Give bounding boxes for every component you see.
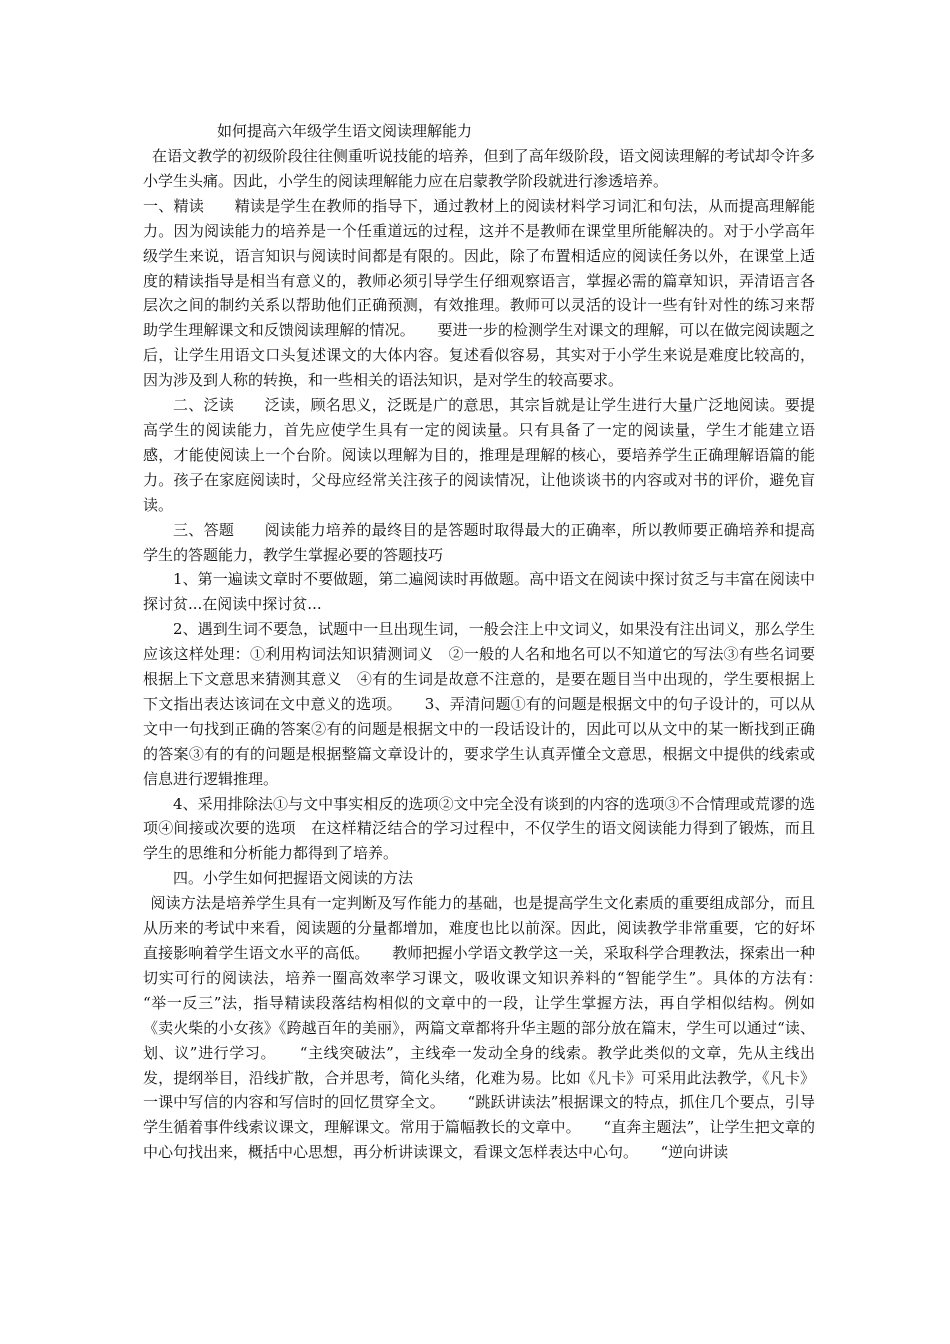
document-body bbox=[143, 144, 846, 1165]
paragraph: 一、精读 精读是学生在教师的指导下，通过教材上的阅读材料学习词汇和句法，从而提高理解能力。因为阅读能力的培养是一个任重道远的过程，这并不是教师在课堂里所能解决的。对于小学高年级学生来说，语言知识与阅读时间都是有限的。因此，除了布置相适应的阅读任务以外，在课堂上适度的精读指导是相当有意义的，教师必须引导学生仔细观察语言，掌握必需的篇章知识，弄清语言各层次之间的制约关系以帮助他们正确预测，有效推理。教师可以灵活的设计一些有针对性的练习来帮助学生理解课文和反馈阅读理解的情况。 要进一步的检测学生对课文的理解，可以在做完阅读题之后，让学生用语文口头复述课文的大体内容。复述看似容易，其实对于小学生来说是难度比较高的，因为涉及到人称的转换，和一些相关的语法知识，是对学生的较高要求。 bbox=[143, 196, 815, 390]
paragraph: 三、答题 阅读能力培养的最终目的是答题时取得最大的正确率，所以教师要正确培养和提高学生的答题能力，教学生掌握必要的答题技巧 bbox=[143, 520, 815, 564]
paragraph: 阅读方法是培养学生具有一定判断及写作能力的基础，也是提高学生文化素质的重要组成部分，而且从历来的考试中来看，阅读题的分量都增加，难度也比以前深。因此，阅读教学非常重要，它的好坏直接影响着学生语文水平的高低。 教师把握小学语文教学这一关，采取科学合理教法，探索出一种切实可行的阅读法，培养一圈高效率学习课文，吸收课文知识养料的“智能学生”。具体的方法有： “举一反三”法，指导精读段落结构相似的文章中的一段，让学生掌握方法，再自学相似结构。例如《卖火柴的小女孩》《跨越百年的美丽》，两篇文章都将升华主题的部分放在篇末，学生可以通过“读、划、议”进行学习。 “主线突破法”，主线牵一发动全身的线索。教学此类似的文章，先从主线出发，提纲举目，沿线扩散，合并思考，简化头绪，化难为易。比如《凡卡》可采用此法教学，《凡卡》一课中写信的内容和写信时的回忆贯穿全文。 “跳跃讲读法”根据课文的特点，抓住几个要点，引导学生循着事件线索议课文，理解课文。常用于篇幅教长的文章中。 “直奔主题法”，让学生把文章的中心句找出来，概括中心思想，再分析讲读课文，看课文怎样表达中心句。 “逆向讲读 bbox=[143, 894, 846, 1162]
paragraph: 1、第一遍读文章时不要做题，第二遍阅读时再做题。高中语文在阅读中探讨贫乏与丰富在阅读中探讨贫...在阅读中探讨贫... bbox=[143, 570, 815, 614]
paragraph: 四。小学生如何把握语文阅读的方法 bbox=[173, 869, 414, 888]
paragraph: 2、遇到生词不要急，试题中一旦出现生词，一般会注上中文词义，如果没有注出词义，那么学生应该这样处理：①利用构词法知识猜测词义 ②一般的人名和地名可以不知道它的写法③有些名词要根据上下文意思来猜测其意义 ④有的生词是故意不注意的，是要在题目当中出现的，学生要根据上下文指出表达该词在文中意义的选项。 3、弄清问题①有的问题是根据文中的句子设计的，可以从文中一句找到正确的答案②有的问题是根据文中的一段话设计的，因此可以从文中的某一断找到正确的答案③有的有的问题是根据整篇文章设计的，要求学生认真弄懂全文意思，根据文中提供的线索或信息进行逻辑推理。 bbox=[143, 620, 815, 788]
paragraph: 在语文教学的初级阶段往往侧重听说技能的培养，但到了高年级阶段，语文阅读理解的考试却令许多小学生头痛。因此，小学生的阅读理解能力应在启蒙教学阶段就进行渗透培养。 bbox=[143, 147, 815, 190]
paragraph: 4、采用排除法①与文中事实相反的选项②文中完全没有谈到的内容的选项③不合情理或荒谬的选项④间接或次要的选项 在这样精泛结合的学习过程中，不仅学生的语文阅读能力得到了锻炼，而且学生的思维和分析能力都得到了培养。 bbox=[143, 794, 815, 863]
document-page bbox=[143, 118, 846, 1165]
document-title: 如何提高六年级学生语文阅读理解能力 bbox=[217, 122, 473, 140]
paragraph: 二、泛读 泛读，顾名思义，泛既是广的意思，其宗旨就是让学生进行大量广泛地阅读。要提高学生的阅读能力，首先应使学生具有一定的阅读量。只有具备了一定的阅读量，学生才能建立语感，才能使阅读上一个台阶。阅读以理解为目的，推理是理解的核心，要培养学生正确理解语篇的能力。孩子在家庭阅读时，父母应经常关注孩子的阅读情况，让他谈谈书的内容或对书的评价，避免盲读。 bbox=[143, 396, 815, 514]
